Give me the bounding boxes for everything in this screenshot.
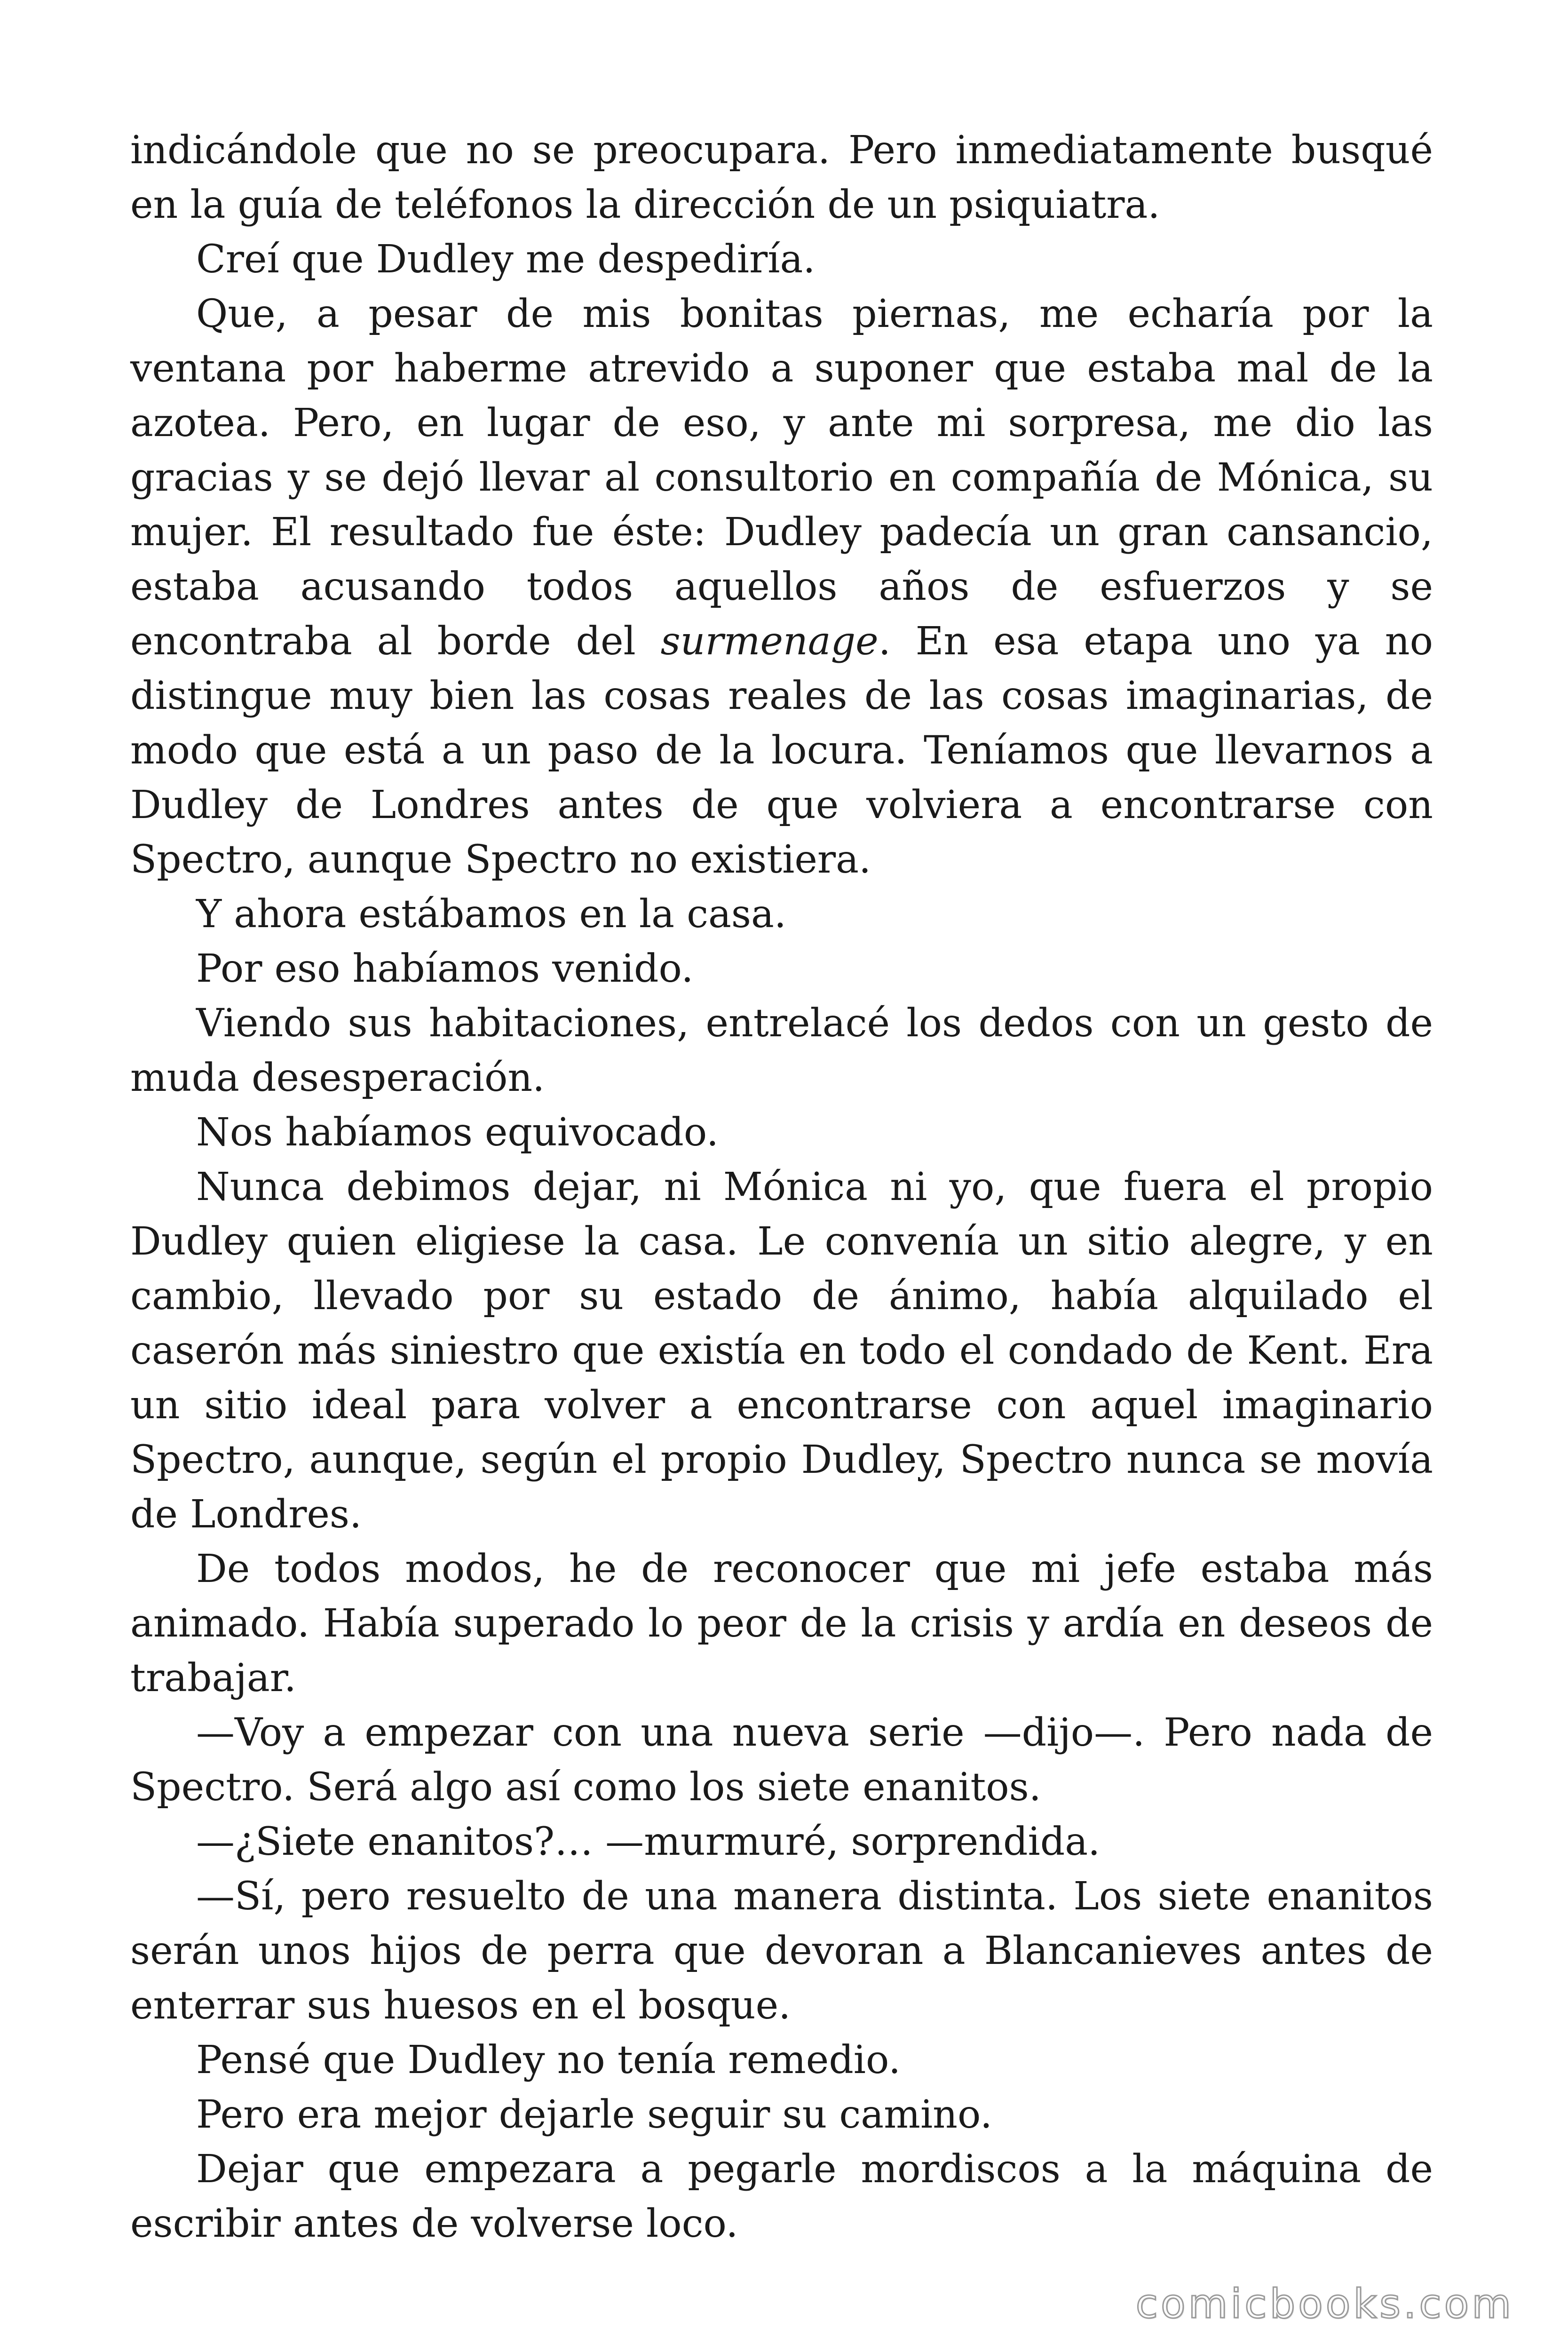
paragraph: Pensé que Dudley no tenía remedio.: [196, 2038, 901, 2082]
paragraph: Viendo sus habitaciones, entrelacé los dedos con un gesto de muda desesperación.: [130, 1001, 1433, 1100]
watermark: comicbooks.com: [1135, 2280, 1514, 2328]
paragraph: Nos habíamos equivocado.: [196, 1110, 719, 1155]
paragraph: Creí que Dudley me despediría.: [196, 237, 816, 282]
paragraph: Nunca debimos dejar, ni Mónica ni yo, que fuera el propio Dudley quien eligiese la casa. Le convenía un sitio alegre, y en cambio, llevado por su estado de ánimo, había alquilado el caserón más siniestro que existía en todo el condado de Kent. Era un sitio ideal para volver a encontrarse con aquel imaginario Spectro, aunque, según el propio Dudley, Spectro nunca se movía de Londres.: [130, 1165, 1433, 1537]
dialogue-line: —Voy a empezar con una nueva serie —dijo—. Pero nada de Spectro. Será algo así como los siete enanitos.: [130, 1710, 1433, 1810]
paragraph: Dejar que empezara a pegarle mordiscos a la máquina de escribir antes de volverse loco.: [130, 2147, 1433, 2246]
paragraph: Y ahora estábamos en la casa.: [196, 892, 786, 937]
italic-term: surmenage: [660, 619, 879, 664]
dialogue-line: —Sí, pero resuelto de una manera distinta. Los siete enanitos serán unos hijos de perra que devoran a Blancanieves antes de enterrar sus huesos en el bosque.: [130, 1874, 1433, 2028]
paragraph: Pero era mejor dejarle seguir su camino.: [196, 2092, 992, 2137]
paragraph: [130, 287, 1433, 887]
dialogue-line: —¿Siete enanitos?… —murmuré, sorprendida.: [196, 1820, 1101, 1864]
paragraph: indicándole que no se preocupara. Pero inmediatamente busqué en la guía de teléfonos la dirección de un psiquiatra.: [130, 128, 1433, 227]
paragraph: Por eso habíamos venido.: [196, 946, 694, 991]
page-text: [130, 123, 1433, 2251]
paragraph-text: Que, a pesar de mis bonitas piernas, me echaría por la ventana por haberme atrevido a suponer que estaba mal de la azotea. Pero, en lugar de eso, y ante mi sorpresa, me dio las gracias y se dejó llevar al consultorio en compañía de Mónica, su mujer. El resultado fue éste: Dudley padecía un gran cansancio, estaba acusando todos aquellos años de esfuerzos y se encontraba al borde del: [130, 292, 1433, 664]
paragraph: De todos modos, he de reconocer que mi jefe estaba más animado. Había superado lo peor de la crisis y ardía en deseos de trabajar.: [130, 1547, 1433, 1700]
paragraph-text: . En esa etapa uno ya no distingue muy bien las cosas reales de las cosas imaginarias, de modo que está a un paso de la locura. Teníamos que llevarnos a Dudley de Londres antes de que volviera a encontrarse con Spectro, aunque Spectro no existiera.: [130, 619, 1433, 882]
